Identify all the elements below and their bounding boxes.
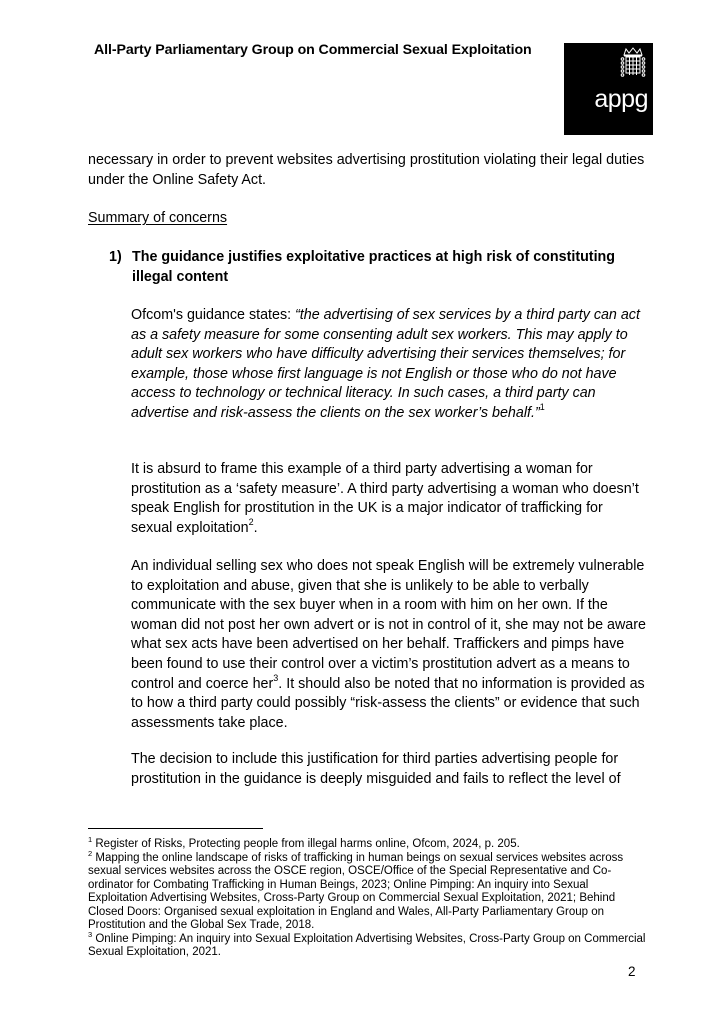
heading-number: 1) <box>109 249 122 265</box>
portcullis-icon <box>618 46 648 86</box>
footnotes <box>88 835 648 960</box>
vulnerable-paragraph <box>131 557 646 733</box>
footnote-ref-2[interactable]: 2 <box>248 517 254 528</box>
footnote-1 <box>88 835 648 852</box>
footnote-text: Mapping the online landscape of risks of trafficking in human beings on sexual services websites across sexual services websites across the OSCE region, OSCE/Office of the Special Representative and Co-ordinator for Combating Trafficking in Human Beings, 2023; Online Pimping: An inquiry into Sexual Exploitation Advertising Websites, Cross-Party Group on Commercial Sexual Exploitation, 2021; Behind Closed Doors: Organised sexual exploitation in England and Wales, All-Party Parliamentary Group on Prostitution and the Global Sex Trade, 2018. <box>88 851 624 931</box>
footnote-2 <box>88 848 648 933</box>
quote-lead: Ofcom's guidance states: <box>131 307 296 323</box>
appg-logo <box>564 43 653 135</box>
absurd-tail: . <box>253 519 258 536</box>
footnote-ref-3[interactable]: 3 <box>273 672 279 683</box>
page-number: 2 <box>628 964 636 979</box>
absurd-paragraph <box>131 460 646 538</box>
footnote-text: Register of Risks, Protecting people from illegal harms online, Ofcom, 2024, p. 205. <box>92 838 520 850</box>
footnote-ref-1[interactable]: 1 <box>539 402 545 413</box>
absurd-text: It is absurd to frame this example of a third party advertising a woman for prostitution as a ‘safety measure’. A third party advertising a woman who doesn’t speak English for prostitution in the UK is a major indicator of trafficking for sexual exploitation <box>131 461 639 536</box>
footnote-number: 2 <box>88 848 93 858</box>
section-heading: Summary of concerns <box>88 210 228 226</box>
footnote-number: 1 <box>88 835 93 845</box>
header-title: All-Party Parliamentary Group on Commercial Sexual Exploitation <box>94 42 532 58</box>
quote-paragraph <box>131 306 646 424</box>
vulnerable-text-after: . It should also be noted that no information is provided as to how a third party could possibly “risk-assess the clients” or evidence that such assessments take place. <box>131 675 645 731</box>
footnote-number: 3 <box>88 929 93 939</box>
footnote-separator <box>88 828 263 829</box>
intro-paragraph: necessary in order to prevent websites advertising prostitution violating their legal duties under the Online Safety Act. <box>88 152 645 188</box>
ofcom-quote: “the advertising of sex services by a third party can act as a safety measure for some consenting adult sex workers. This may apply to adult sex workers who have difficulty advertising their services themselves; for example, those whose first language is not English or those who do not have access to technology or technical literacy. In such cases, a third party can advertise and risk-assess the clients on the sex worker’s behalf.” <box>131 307 640 421</box>
heading-text: The guidance justifies exploitative practices at high risk of constituting illegal content <box>132 249 616 285</box>
logo-text: appg <box>594 85 648 113</box>
footnote-3 <box>88 929 648 960</box>
decision-paragraph: The decision to include this justification for third parties advertising people for prostitution in the guidance is deeply misguided and fails to reflect the level of <box>131 751 621 787</box>
footnote-text: Online Pimping: An inquiry into Sexual Exploitation Advertising Websites, Cross-Party Group on Commercial Sexual Exploitation, 2021. <box>88 932 646 958</box>
vulnerable-text-before: An individual selling sex who does not speak English will be extremely vulnerable to exploitation and abuse, given that she is unlikely to be able to verbally communicate with the sex buyer when in a room with him on her own. If the woman did not post her own advert or is not in control of it, she may not be aware what sex acts have been advertised on her behalf. Traffickers and pimps have been found to use their control over a victim’s prostitution advert as a means to control and coerce her <box>131 558 646 692</box>
